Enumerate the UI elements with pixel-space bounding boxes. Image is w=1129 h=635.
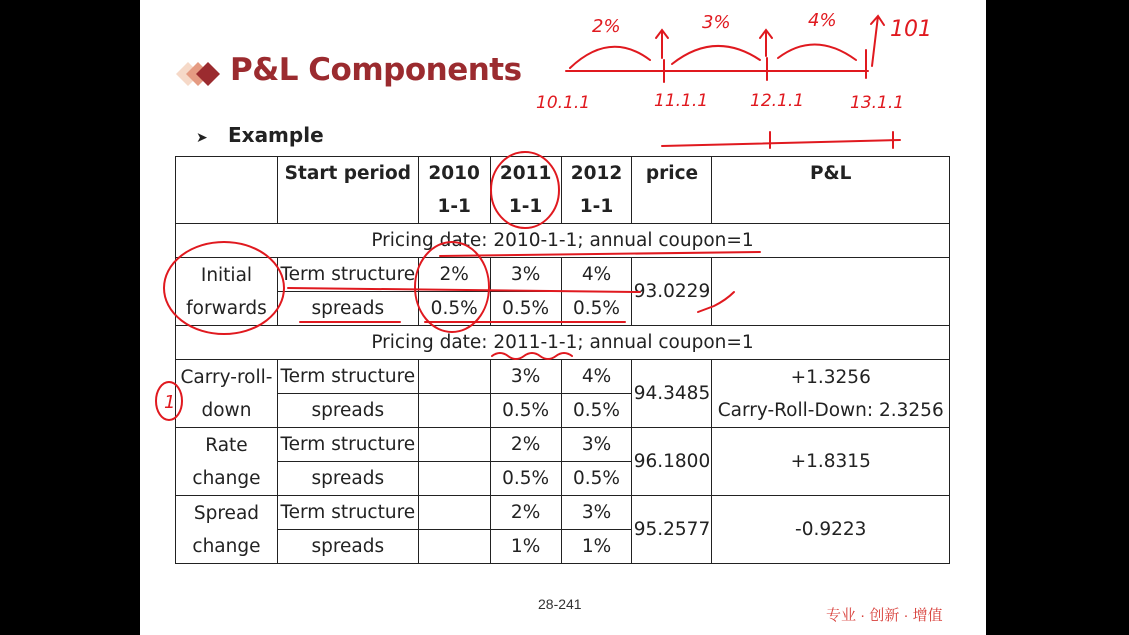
pl-cell	[712, 360, 950, 428]
header-day-2012: 1-1	[579, 196, 614, 217]
page-number: 28-241	[538, 596, 582, 612]
pl-cell: +1.8315	[712, 428, 950, 496]
header-2012	[561, 157, 632, 224]
cell	[418, 462, 490, 496]
page-title: P&L Components	[230, 52, 522, 88]
cell: 3%	[490, 360, 561, 394]
pl-cell	[712, 258, 950, 326]
cell	[418, 496, 490, 530]
cell	[418, 530, 490, 564]
header-year-2010: 2010	[428, 163, 480, 184]
slide	[140, 0, 986, 635]
cell	[418, 394, 490, 428]
pl-note: Carry-Roll-Down: 2.3256	[717, 399, 944, 421]
table-row	[176, 258, 950, 292]
cell: 4%	[561, 258, 632, 292]
spread-label: spreads	[277, 530, 418, 564]
term-label: Term structure	[277, 258, 418, 292]
price-cell: 95.2577	[632, 496, 712, 564]
cell: 0.5%	[561, 462, 632, 496]
cell: 0.5%	[561, 394, 632, 428]
cell: 1%	[490, 530, 561, 564]
cell	[418, 428, 490, 462]
spread-label: spreads	[277, 394, 418, 428]
cell	[418, 360, 490, 394]
row-label-carry: Carry-roll- down	[176, 360, 278, 428]
spread-label: spreads	[277, 292, 418, 326]
row-label-initial: Initial forwards	[176, 258, 278, 326]
pricing-date-1: Pricing date: 2010-1-1; annual coupon=1	[176, 224, 950, 258]
diamond-logo-icon	[162, 56, 222, 92]
cell: 2%	[418, 258, 490, 292]
example-heading	[196, 123, 324, 147]
table-header-row	[176, 157, 950, 224]
hand-final: 101	[890, 17, 932, 42]
arrow-bullet-icon: ➤	[196, 130, 208, 146]
cell: 0.5%	[490, 394, 561, 428]
cell: 2%	[490, 496, 561, 530]
price-cell: 96.1800	[632, 428, 712, 496]
term-label: Term structure	[277, 428, 418, 462]
table-row	[176, 360, 950, 394]
pricing-date-2: Pricing date: 2011-1-1; annual coupon=1	[176, 326, 950, 360]
header-day-2010: 1-1	[437, 196, 471, 217]
cell: 0.5%	[561, 292, 632, 326]
header-start-period: Start period	[277, 157, 418, 224]
term-label: Term structure	[277, 360, 418, 394]
header-2010	[418, 157, 490, 224]
pl-cell: -0.9223	[712, 496, 950, 564]
hand-rate-2011: 3%	[702, 12, 731, 33]
cell: 3%	[561, 428, 632, 462]
hand-date: 11.1.1	[654, 91, 709, 111]
cell: 2%	[490, 428, 561, 462]
row-label-rate: Rate change	[176, 428, 278, 496]
header-2011	[490, 157, 561, 224]
hand-date: 10.1.1	[536, 93, 591, 113]
pl-value: +1.3256	[790, 366, 871, 388]
header-cell	[176, 157, 278, 224]
cell: 0.5%	[418, 292, 490, 326]
price-cell: 93.0229	[632, 258, 712, 326]
hand-marker: 1	[164, 392, 176, 413]
cell: 3%	[490, 258, 561, 292]
term-label: Term structure	[277, 496, 418, 530]
cell: 4%	[561, 360, 632, 394]
spread-label: spreads	[277, 462, 418, 496]
header-day-2011: 1-1	[508, 196, 543, 217]
hand-date: 12.1.1	[750, 91, 805, 111]
header-price: price	[632, 157, 712, 224]
example-label: Example	[228, 123, 324, 147]
header-year-2011: 2011	[499, 163, 552, 184]
hand-rate-2012: 4%	[808, 10, 837, 31]
brand-slogan: 专业 · 创新 · 增值	[826, 607, 943, 624]
table-row	[176, 496, 950, 530]
cell: 3%	[561, 496, 632, 530]
cell: 0.5%	[490, 462, 561, 496]
table-row	[176, 428, 950, 462]
cell: 0.5%	[490, 292, 561, 326]
price-cell: 94.3485	[632, 360, 712, 428]
header-pl: P&L	[712, 157, 950, 224]
row-label-spread: Spread change	[176, 496, 278, 564]
header-year-2012: 2012	[570, 163, 623, 184]
table-row	[176, 224, 950, 258]
hand-date: 13.1.1	[850, 93, 905, 113]
hand-rate-2010: 2%	[592, 16, 621, 37]
table-row	[176, 326, 950, 360]
cell: 1%	[561, 530, 632, 564]
pl-table	[175, 156, 950, 564]
